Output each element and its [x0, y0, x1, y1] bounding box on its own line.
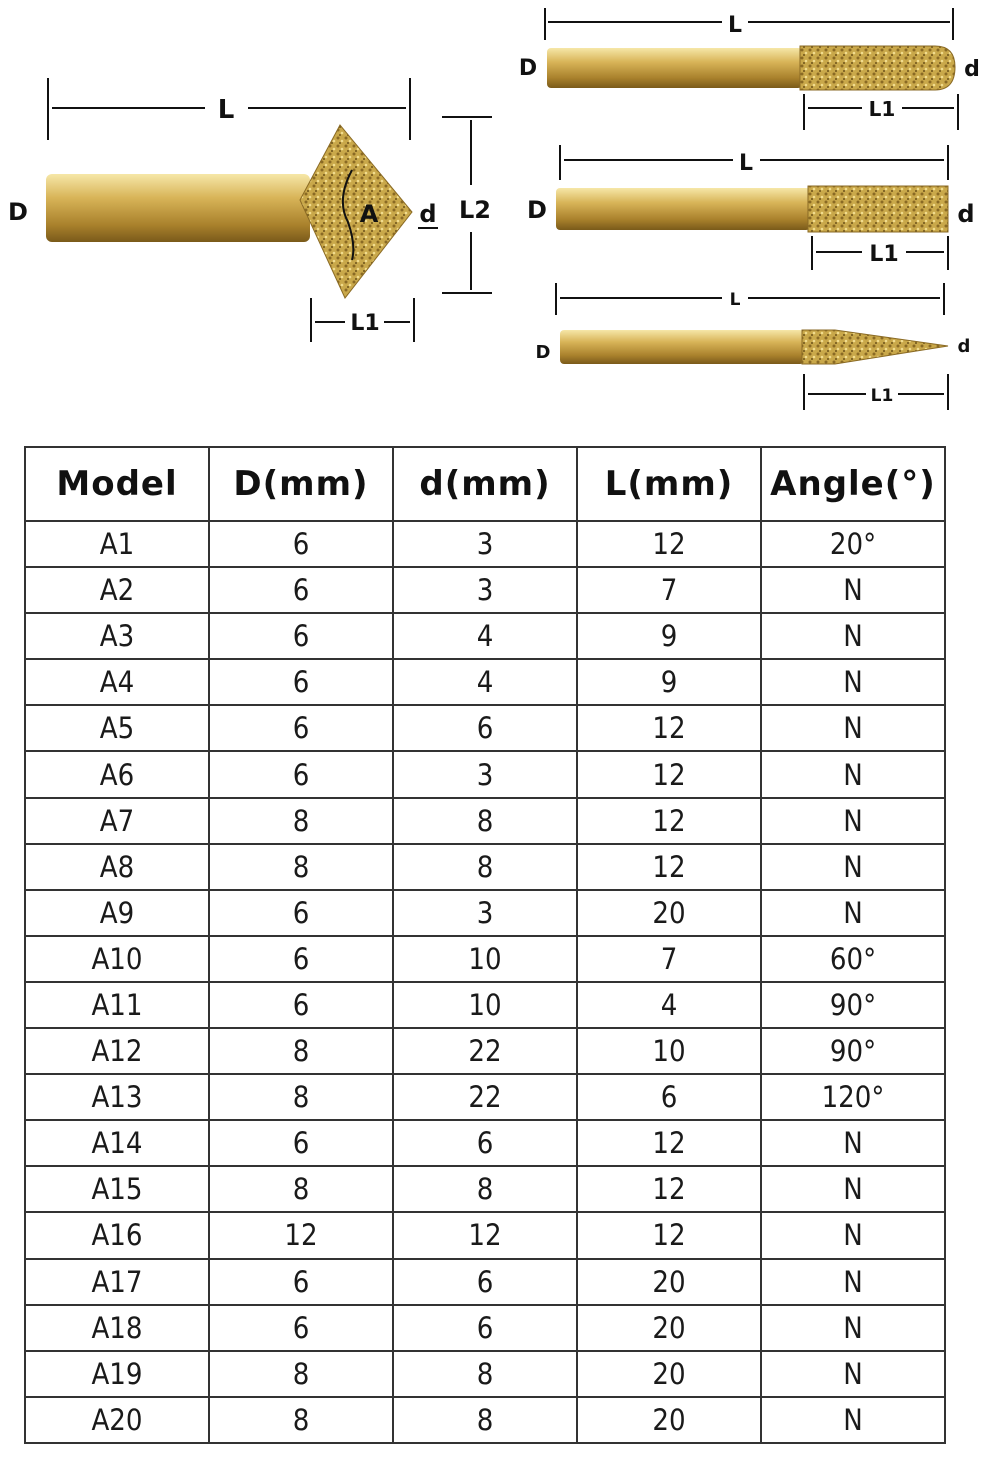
d-tip-cell: 8	[393, 1397, 577, 1443]
model-cell: A6	[25, 751, 209, 797]
angle-cell: 90°	[761, 982, 945, 1028]
model-cell: A9	[25, 890, 209, 936]
d-shank-cell: 6	[209, 751, 393, 797]
dimension-diagrams	[0, 0, 1000, 420]
table-row	[25, 844, 945, 890]
d-tip-cell: 6	[393, 1259, 577, 1305]
length-cell: 12	[577, 1120, 761, 1166]
d-shank-cell: 6	[209, 567, 393, 613]
angle-cell: N	[761, 751, 945, 797]
length-cell: 20	[577, 1351, 761, 1397]
table-header-row	[25, 447, 945, 521]
round-bit-shank	[547, 48, 802, 88]
model-cell: A4	[25, 659, 209, 705]
table-row	[25, 798, 945, 844]
table-row	[25, 613, 945, 659]
d-shank-cell: 6	[209, 890, 393, 936]
length-cell: 20	[577, 1259, 761, 1305]
angle-cell: N	[761, 1212, 945, 1258]
length-cell: 12	[577, 1166, 761, 1212]
table-row	[25, 1166, 945, 1212]
d-tip-cell: 6	[393, 1120, 577, 1166]
table-row	[25, 1028, 945, 1074]
cone-bit-diagram	[8, 78, 492, 342]
d-shank-cell: 6	[209, 936, 393, 982]
table-row	[25, 1120, 945, 1166]
d-tip-cell: 6	[393, 705, 577, 751]
taper-bit-head	[802, 330, 948, 364]
table-row	[25, 1074, 945, 1120]
d-shank-cell: 6	[209, 1305, 393, 1351]
cone-l1-label: L1	[350, 311, 380, 336]
table-row	[25, 1305, 945, 1351]
header-d-shank: D(mm)	[209, 447, 393, 521]
table-row	[25, 1351, 945, 1397]
taper-l1-label: L1	[870, 386, 894, 406]
length-cell: 10	[577, 1028, 761, 1074]
angle-cell: N	[761, 1120, 945, 1166]
tapered-bit-diagram	[536, 283, 971, 410]
table-body	[25, 521, 945, 1443]
d-shank-cell: 8	[209, 1074, 393, 1120]
d-tip-cell: 10	[393, 982, 577, 1028]
angle-cell: 120°	[761, 1074, 945, 1120]
flat-tip-d-label: d	[957, 200, 975, 228]
d-tip-cell: 22	[393, 1074, 577, 1120]
cone-l-label: L	[217, 95, 235, 125]
angle-cell: N	[761, 798, 945, 844]
d-tip-cell: 6	[393, 1305, 577, 1351]
length-cell: 12	[577, 1212, 761, 1258]
d-tip-cell: 8	[393, 798, 577, 844]
length-cell: 9	[577, 613, 761, 659]
flat-end-bit-diagram	[527, 145, 975, 270]
cone-bit-shank	[46, 174, 310, 242]
model-cell: A20	[25, 1397, 209, 1443]
header-angle: Angle(°)	[761, 447, 945, 521]
d-shank-cell: 6	[209, 521, 393, 567]
d-shank-cell: 6	[209, 659, 393, 705]
table-row	[25, 982, 945, 1028]
flat-l1-label: L1	[869, 242, 899, 267]
d-shank-cell: 6	[209, 1259, 393, 1305]
table-row	[25, 659, 945, 705]
table-row	[25, 1212, 945, 1258]
angle-cell: N	[761, 844, 945, 890]
d-shank-cell: 6	[209, 982, 393, 1028]
header-length: L(mm)	[577, 447, 761, 521]
model-cell: A17	[25, 1259, 209, 1305]
angle-cell: N	[761, 890, 945, 936]
angle-cell: N	[761, 567, 945, 613]
taper-bit-shank	[560, 330, 804, 364]
length-cell: 12	[577, 521, 761, 567]
angle-cell: N	[761, 1259, 945, 1305]
cone-angle-label: A	[359, 200, 379, 228]
cone-tip-d-label: d	[419, 200, 437, 228]
d-tip-cell: 22	[393, 1028, 577, 1074]
diagram-svg	[0, 0, 1000, 420]
round-tip-d-label: d	[964, 57, 980, 82]
angle-cell: 20°	[761, 521, 945, 567]
angle-cell: N	[761, 1397, 945, 1443]
model-cell: A2	[25, 567, 209, 613]
model-cell: A14	[25, 1120, 209, 1166]
d-tip-cell: 3	[393, 521, 577, 567]
d-shank-cell: 8	[209, 1397, 393, 1443]
length-cell: 20	[577, 890, 761, 936]
length-cell: 12	[577, 844, 761, 890]
flat-bit-head	[808, 186, 948, 232]
model-cell: A10	[25, 936, 209, 982]
d-tip-cell: 8	[393, 1166, 577, 1212]
cone-l2-label: L2	[459, 196, 491, 224]
table-row	[25, 936, 945, 982]
table-row	[25, 1259, 945, 1305]
table-row	[25, 751, 945, 797]
angle-cell: N	[761, 705, 945, 751]
length-cell: 12	[577, 751, 761, 797]
flat-d-shank-label: D	[527, 196, 547, 224]
angle-cell: N	[761, 659, 945, 705]
table-row	[25, 521, 945, 567]
round-l1-label: L1	[868, 97, 896, 121]
model-cell: A13	[25, 1074, 209, 1120]
round-l-label: L	[727, 13, 743, 38]
d-shank-cell: 6	[209, 1120, 393, 1166]
d-tip-cell: 4	[393, 613, 577, 659]
length-cell: 12	[577, 705, 761, 751]
round-tip-bit-diagram	[519, 8, 980, 130]
d-tip-cell: 8	[393, 1351, 577, 1397]
angle-cell: 60°	[761, 936, 945, 982]
length-cell: 9	[577, 659, 761, 705]
model-cell: A18	[25, 1305, 209, 1351]
angle-cell: N	[761, 1166, 945, 1212]
model-cell: A15	[25, 1166, 209, 1212]
d-shank-cell: 6	[209, 613, 393, 659]
d-shank-cell: 8	[209, 1351, 393, 1397]
angle-cell: 90°	[761, 1028, 945, 1074]
flat-bit-shank	[556, 188, 810, 230]
d-tip-cell: 12	[393, 1212, 577, 1258]
spec-table	[24, 446, 946, 1444]
header-model: Model	[25, 447, 209, 521]
d-shank-cell: 6	[209, 705, 393, 751]
d-tip-cell: 3	[393, 890, 577, 936]
taper-l-label: L	[729, 290, 741, 310]
model-cell: A8	[25, 844, 209, 890]
model-cell: A7	[25, 798, 209, 844]
table-row	[25, 1397, 945, 1443]
table-row	[25, 890, 945, 936]
length-cell: 6	[577, 1074, 761, 1120]
model-cell: A3	[25, 613, 209, 659]
model-cell: A12	[25, 1028, 209, 1074]
taper-tip-d-label: d	[957, 336, 971, 357]
cone-bit-head	[300, 125, 412, 298]
d-tip-cell: 10	[393, 936, 577, 982]
length-cell: 4	[577, 982, 761, 1028]
d-tip-cell: 3	[393, 751, 577, 797]
d-tip-cell: 8	[393, 844, 577, 890]
model-cell: A1	[25, 521, 209, 567]
cone-d-shank-label: D	[8, 198, 28, 226]
round-bit-head	[800, 46, 955, 90]
d-tip-cell: 3	[393, 567, 577, 613]
d-shank-cell: 8	[209, 844, 393, 890]
table-row	[25, 567, 945, 613]
angle-cell: N	[761, 613, 945, 659]
d-shank-cell: 8	[209, 798, 393, 844]
d-tip-cell: 4	[393, 659, 577, 705]
length-cell: 12	[577, 798, 761, 844]
length-cell: 20	[577, 1305, 761, 1351]
round-d-shank-label: D	[518, 56, 538, 81]
taper-d-shank-label: D	[535, 342, 551, 363]
model-cell: A16	[25, 1212, 209, 1258]
length-cell: 20	[577, 1397, 761, 1443]
length-cell: 7	[577, 936, 761, 982]
table-row	[25, 705, 945, 751]
model-cell: A5	[25, 705, 209, 751]
d-shank-cell: 12	[209, 1212, 393, 1258]
angle-cell: N	[761, 1351, 945, 1397]
d-shank-cell: 8	[209, 1028, 393, 1074]
flat-l-label: L	[738, 151, 754, 176]
header-d-tip: d(mm)	[393, 447, 577, 521]
d-shank-cell: 8	[209, 1166, 393, 1212]
angle-cell: N	[761, 1305, 945, 1351]
model-cell: A11	[25, 982, 209, 1028]
length-cell: 7	[577, 567, 761, 613]
model-cell: A19	[25, 1351, 209, 1397]
